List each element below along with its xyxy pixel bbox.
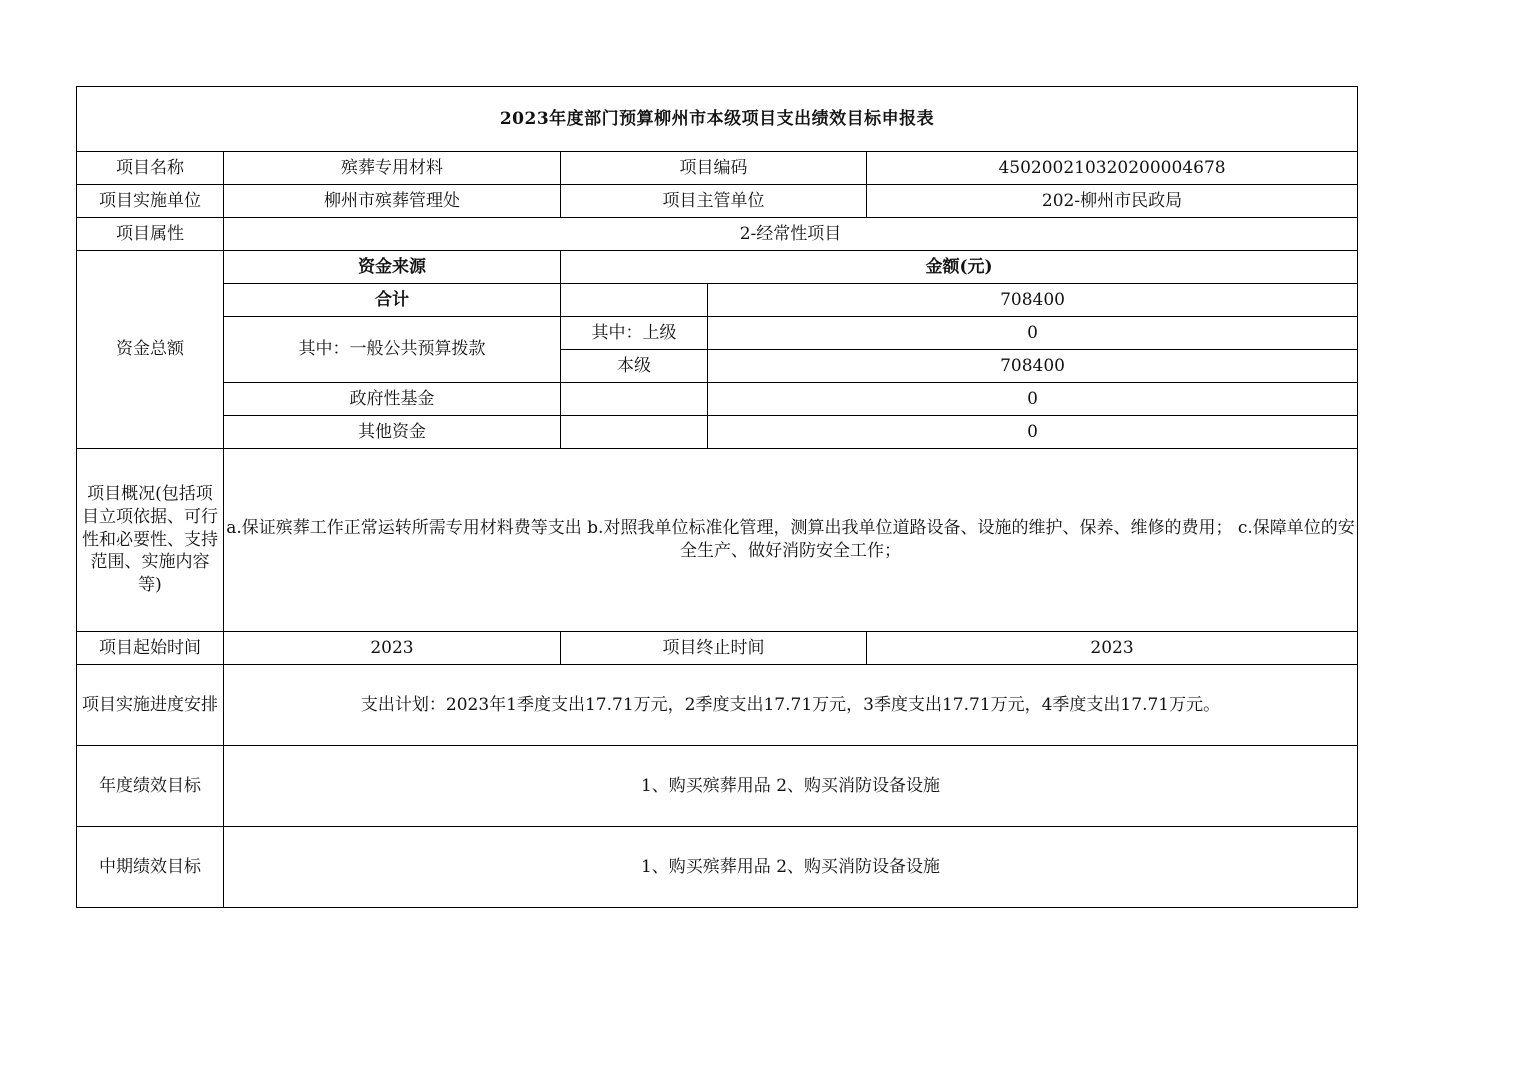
overview-text: a.保证殡葬工作正常运转所需专用材料费等支出 b.对照我单位标准化管理，测算出我单位道路设备、设施的维护、保养、维修的费用； c.保障单位的安全生产、做好消防安全工作； <box>224 449 1358 632</box>
other-fund-label: 其他资金 <box>224 416 561 449</box>
supervising-unit-label: 项目主管单位 <box>561 185 867 218</box>
start-time-label: 项目起始时间 <box>77 632 224 665</box>
other-fund-value: 0 <box>708 416 1358 449</box>
other-fund-empty <box>561 416 708 449</box>
schedule-text: 支出计划：2023年1季度支出17.71万元，2季度支出17.71万元，3季度支出17.71万元，4季度支出17.71万元。 <box>224 665 1358 746</box>
funds-total-label: 资金总额 <box>77 251 224 449</box>
annual-goal-label: 年度绩效目标 <box>77 746 224 827</box>
end-time-label: 项目终止时间 <box>561 632 867 665</box>
project-name-label: 项目名称 <box>77 152 224 185</box>
schedule-label: 项目实施进度安排 <box>77 665 224 746</box>
funds-source-header: 资金来源 <box>224 251 561 284</box>
midterm-goal-text: 1、购买殡葬用品 2、购买消防设备设施 <box>224 827 1358 908</box>
performance-target-form <box>76 86 1358 908</box>
upper-level-label: 其中：上级 <box>561 317 708 350</box>
upper-level-value: 0 <box>708 317 1358 350</box>
annual-goal-text: 1、购买殡葬用品 2、购买消防设备设施 <box>224 746 1358 827</box>
start-time-value: 2023 <box>224 632 561 665</box>
funds-sum-label: 合计 <box>224 284 561 317</box>
supervising-unit-value: 202-柳州市民政局 <box>867 185 1358 218</box>
local-level-label: 本级 <box>561 350 708 383</box>
end-time-value: 2023 <box>867 632 1358 665</box>
funds-sum-value: 708400 <box>708 284 1358 317</box>
project-attribute-label: 项目属性 <box>77 218 224 251</box>
gov-fund-empty <box>561 383 708 416</box>
general-budget-label: 其中：一般公共预算拨款 <box>224 317 561 383</box>
gov-fund-label: 政府性基金 <box>224 383 561 416</box>
project-code-value: 450200210320200004678 <box>867 152 1358 185</box>
midterm-goal-label: 中期绩效目标 <box>77 827 224 908</box>
project-attribute-value: 2-经常性项目 <box>224 218 1358 251</box>
funds-amount-header: 金额(元) <box>561 251 1358 284</box>
gov-fund-value: 0 <box>708 383 1358 416</box>
overview-label: 项目概况(包括项目立项依据、可行性和必要性、支持范围、实施内容等) <box>77 449 224 632</box>
implementing-unit-value: 柳州市殡葬管理处 <box>224 185 561 218</box>
project-code-label: 项目编码 <box>561 152 867 185</box>
form-title: 2023年度部门预算柳州市本级项目支出绩效目标申报表 <box>77 87 1358 152</box>
funds-sum-empty <box>561 284 708 317</box>
project-name-value: 殡葬专用材料 <box>224 152 561 185</box>
implementing-unit-label: 项目实施单位 <box>77 185 224 218</box>
local-level-value: 708400 <box>708 350 1358 383</box>
